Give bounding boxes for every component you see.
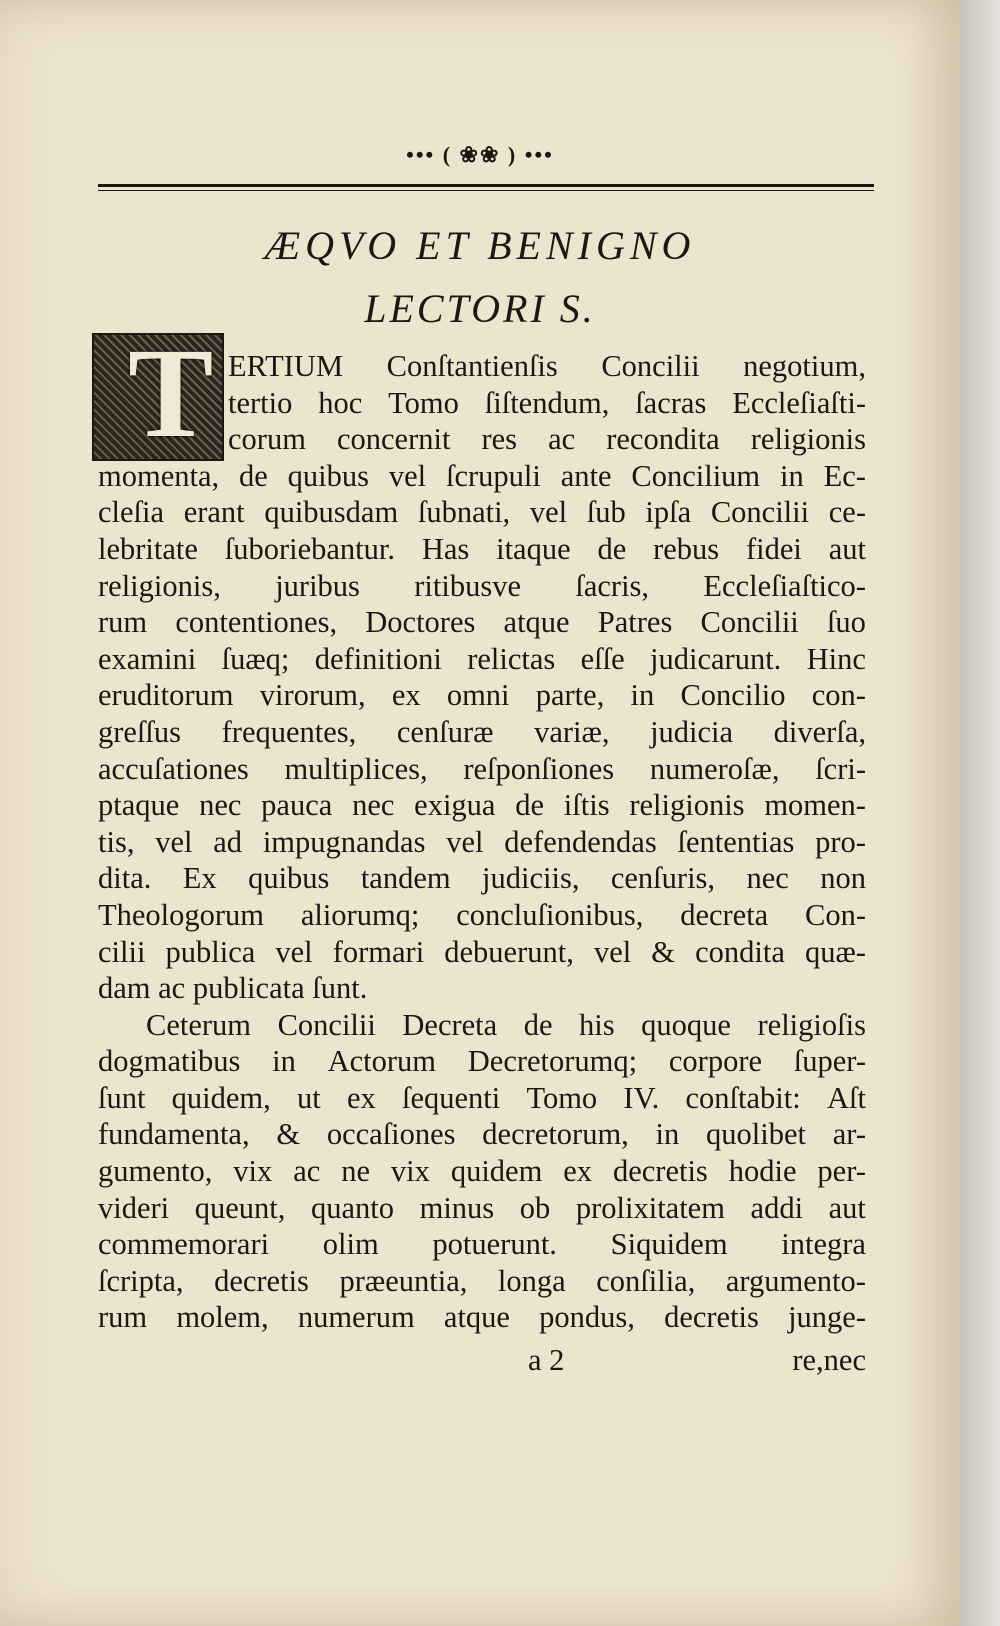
text-line: eruditorum virorum, ex omni parte, in Concilio con- xyxy=(98,678,866,713)
text-line: cleſia erant quibusdam ſubnati, vel ſub ipſa Concilii ce- xyxy=(98,495,866,530)
text-line: ſunt quidem, ut ex ſequenti Tomo IV. conſtabit: Aſt xyxy=(98,1080,866,1115)
text-line: ſcripta, decretis præeuntia, longa conſilia, argumento- xyxy=(98,1263,866,1298)
text-line: dogmatibus in Actorum Decretorumq; corpore ſuper- xyxy=(98,1044,866,1079)
header-ornament: ••• ( ❀❀ ) ••• xyxy=(406,142,554,167)
text-line: corum concernit res ac recondita religionis xyxy=(228,422,866,457)
page-footer xyxy=(98,1343,866,1383)
text-line: lebritate ſuboriebantur. Has itaque de rebus fidei aut xyxy=(98,531,866,566)
header-rule xyxy=(98,184,874,187)
body-text xyxy=(98,348,866,1336)
text-line: dam ac publicata ſunt. xyxy=(98,971,368,1006)
text-line: ERTIUM Conſtantienſis Concilii negotium, xyxy=(228,349,866,383)
heading-line-2: LECTORI S. xyxy=(364,286,596,331)
text-line: dita. Ex quibus tandem judiciis, cenſuris, nec non xyxy=(98,861,866,896)
text-line: commemorari olim potuerunt. Siquidem integra xyxy=(98,1227,866,1262)
text-line: videri queunt, quanto minus ob prolixitatem addi aut xyxy=(98,1190,866,1225)
text-line: Theologorum aliorumq; concluſionibus, decreta Con- xyxy=(98,897,866,932)
text-line: ptaque nec pauca nec exigua de iſtis religionis momen- xyxy=(98,788,866,823)
text-line: accuſationes multiplices, reſponſiones numeroſæ, ſcri- xyxy=(98,751,866,786)
text-line: rum molem, numerum atque pondus, decretis junge- xyxy=(98,1300,866,1335)
text-line: greſſus frequentes, cenſuræ variæ, judicia diverſa, xyxy=(98,714,866,749)
page-edge xyxy=(960,0,1000,1626)
text-line: fundamenta, & occaſiones decretorum, in quolibet ar- xyxy=(98,1117,866,1152)
signature-mark: a 2 xyxy=(528,1343,565,1377)
text-line: momenta, de quibus vel ſcrupuli ante Concilium in Ec- xyxy=(98,458,866,493)
text-line: tertio hoc Tomo ſiſtendum, ſacras Eccleſiaſti- xyxy=(228,385,866,420)
initial-letter: T xyxy=(128,322,214,464)
text-line: examini ſuæq; definitioni relictas eſſe judicarunt. Hinc xyxy=(98,641,866,676)
text-line: religionis, juribus ritibusve ſacris, Eccleſiaſtico- xyxy=(98,568,866,603)
text-line: cilii publica vel formari debuerunt, vel & condita quæ- xyxy=(98,934,866,969)
catchword: re,nec xyxy=(792,1343,866,1377)
text-line: rum contentiones, Doctores atque Patres Concilii ſuo xyxy=(98,605,866,640)
text-line: tis, vel ad impugnandas vel defendendas ſententias pro- xyxy=(98,824,866,859)
text-line: Ceterum Concilii Decreta de his quoque religioſis xyxy=(146,1007,866,1042)
text-line: gumento, vix ac ne vix quidem ex decretis hodie per- xyxy=(98,1154,866,1189)
header-rule-thin xyxy=(98,190,874,191)
heading-line-1: ÆQVO ET BENIGNO xyxy=(264,223,696,268)
